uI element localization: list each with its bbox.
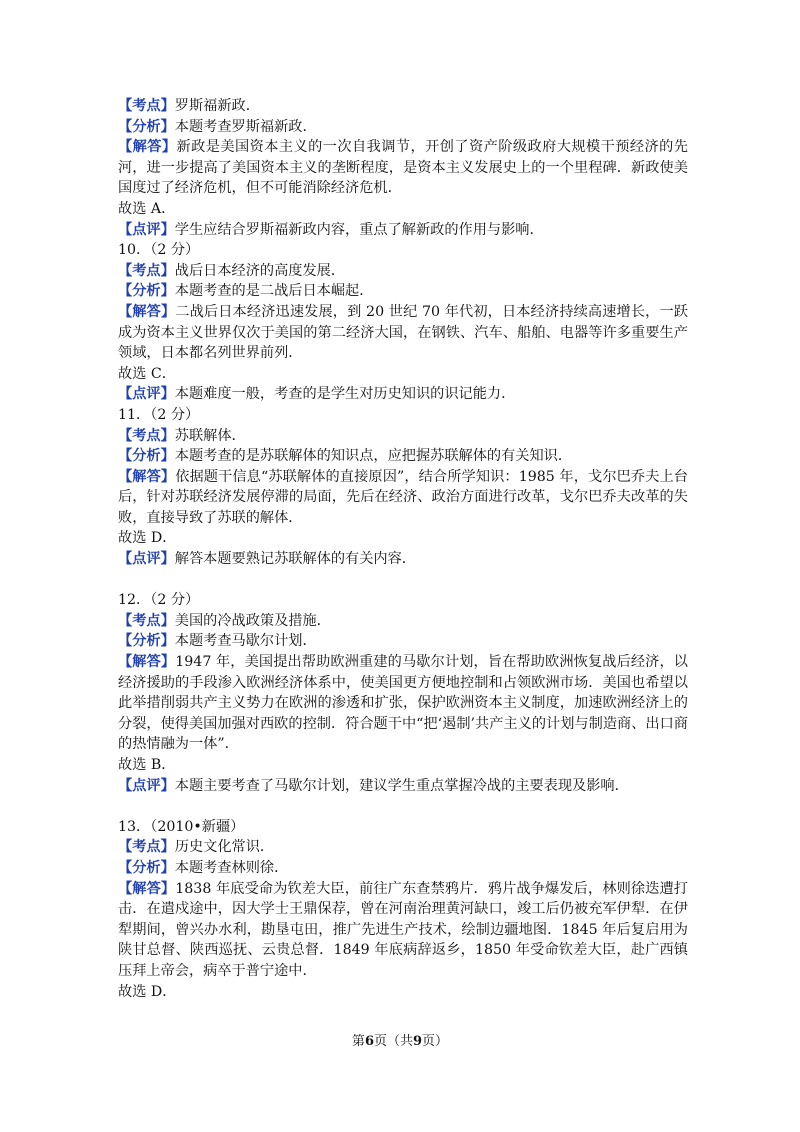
jieda-tag: 【解答】 [118,654,176,671]
jieda-tag: 【解答】 [118,303,176,320]
q12-dianping [118,776,688,797]
q13-fenxi [118,858,688,879]
kaodian-text: 历史文化常识． [174,839,275,856]
dianping-text: 本题主要考查了马歇尔计划，建议学生重点掌握冷战的主要表现及影响． [174,777,629,794]
q10-answer: 故选 C． [118,365,176,382]
fenxi-text: 本题考查马歇尔计划． [174,633,317,650]
jieda-text: 新政是美国资本主义的一次自我调节，开创了资产阶级政府大规模干预经济的先河，进一步提高了美国资本主义的垄断程度，是资本主义发展史上的一个里程碑．新政使美国度过了经济危机，但不可能消除经济危机． [118,139,688,197]
dianping-text: 解答本题要熟记苏联解体的有关内容． [174,551,416,568]
kaodian-tag: 【考点】 [118,98,175,114]
fenxi-text: 本题考查的是二战后日本崛起． [174,283,374,300]
jieda-text: 1947 年，美国提出帮助欧洲重建的马歇尔计划，旨在帮助欧洲恢复战后经济，以经济援助的手段渗入欧洲经济体系中，使美国更方便地控制和占领欧洲市场．美国也希望以此举措削弱共产主义势力在欧洲的渗透和扩张，保护欧洲资本主义制度，加速欧洲经济上的分裂，使得美国加强对西欧的控制．符合题干中“把‘遏制’共产主义的计划与制造商、出口商的热情融为一体”． [118,654,688,753]
q11-answer: 故选 D． [118,530,177,547]
kaodian-tag: 【考点】 [118,262,175,279]
footer-prefix: 第 [351,1034,365,1049]
dianping-tag: 【点评】 [118,551,175,568]
q9-jieda [118,137,688,199]
jieda-tag: 【解答】 [118,468,176,485]
page-footer [0,1030,800,1049]
q11-jieda [118,467,688,529]
q10-jieda [118,302,688,364]
fenxi-text: 本题考查林则徐． [174,859,289,876]
kaodian-text: 战后日本经济的高度发展． [174,262,346,279]
kaodian-tag: 【考点】 [118,612,175,629]
q11-kaodian [118,426,688,447]
kaodian-text: 罗斯福新政． [174,98,260,114]
q9-kaodian [118,96,688,117]
fenxi-tag: 【分析】 [118,118,175,135]
q10-dianping [118,384,688,405]
dianping-tag: 【点评】 [118,777,175,794]
q13-kaodian [118,837,688,858]
spacer [118,570,688,591]
q9-answer: 故选 A． [118,200,176,217]
q12-fenxi [118,631,688,652]
q12-header: 12．（2 分） [118,592,200,609]
q13-jieda [118,879,688,982]
jieda-tag: 【解答】 [118,880,176,897]
fenxi-tag: 【分析】 [118,283,175,300]
fenxi-text: 本题考查的是苏联解体的知识点，应把握苏联解体的有关知识． [174,448,573,465]
footer-page-number: 6 [364,1034,374,1049]
jieda-text: 二战后日本经济迅速发展，到 20 世纪 70 年代初，日本经济持续高速增长，一跃成为资本主义世界仅次于美国的第二经济大国，在钢铁、汽车、船舶、电器等许多重要生产领域，日本都名列世界前列． [118,303,688,362]
q10-header: 10．（2 分） [118,242,200,259]
spacer [118,796,688,817]
footer-middle: 页（共 [373,1034,413,1049]
jieda-tag: 【解答】 [118,139,177,156]
dianping-text: 本题难度一般，考查的是学生对历史知识的识记能力． [174,386,516,403]
kaodian-tag: 【考点】 [118,839,175,856]
q12-jieda [118,652,688,755]
jieda-text: 依据题干信息“苏联解体的直接原因”，结合所学知识：1985 年，戈尔巴乔夫上台后，针对苏联经济发展停滞的局面，先后在经济、政治方面进行改革，戈尔巴乔夫改革的失败，直接导致了苏联的解体． [118,468,688,526]
dianping-tag: 【点评】 [118,386,175,403]
fenxi-tag: 【分析】 [118,859,175,876]
footer-suffix: 页） [422,1034,449,1049]
q13-header: 13．（2010•新疆） [118,818,245,835]
footer-total-pages: 9 [413,1034,423,1049]
kaodian-text: 苏联解体． [174,427,246,444]
dianping-tag: 【点评】 [118,221,175,238]
q10-kaodian [118,261,688,282]
q11-header: 11．（2 分） [118,406,200,423]
q9-dianping [118,220,688,241]
q12-answer: 故选 B． [118,757,176,773]
fenxi-text: 本题考查罗斯福新政． [174,118,317,135]
document-body [118,96,688,1002]
dianping-text: 学生应结合罗斯福新政内容，重点了解新政的作用与影响． [174,221,544,238]
q11-dianping [118,549,688,570]
q12-kaodian [118,611,688,632]
fenxi-tag: 【分析】 [118,633,175,650]
kaodian-text: 美国的冷战政策及措施． [174,612,331,629]
q13-answer: 故选 D． [118,983,177,1000]
kaodian-tag: 【考点】 [118,427,175,444]
q9-fenxi [118,117,688,138]
q11-fenxi [118,446,688,467]
jieda-text: 1838 年底受命为钦差大臣，前往广东查禁鸦片．鸦片战争爆发后，林则徐迭遭打击．在遣戍途中，因大学士王鼎保荐，曾在河南治理黄河缺口，竣工后仍被充军伊犁．在伊犁期间，曾兴办水利，勘垦屯田，推广先进生产技术，绘制边疆地图．1845 年后复启用为陕甘总督、陕西巡抚、云贵总督．1849 年底病辞返乡，1850 年受命钦差大臣，赴广西镇压拜上帝会，病卒于普宁途中． [118,880,688,979]
fenxi-tag: 【分析】 [118,448,175,465]
q10-fenxi [118,281,688,302]
